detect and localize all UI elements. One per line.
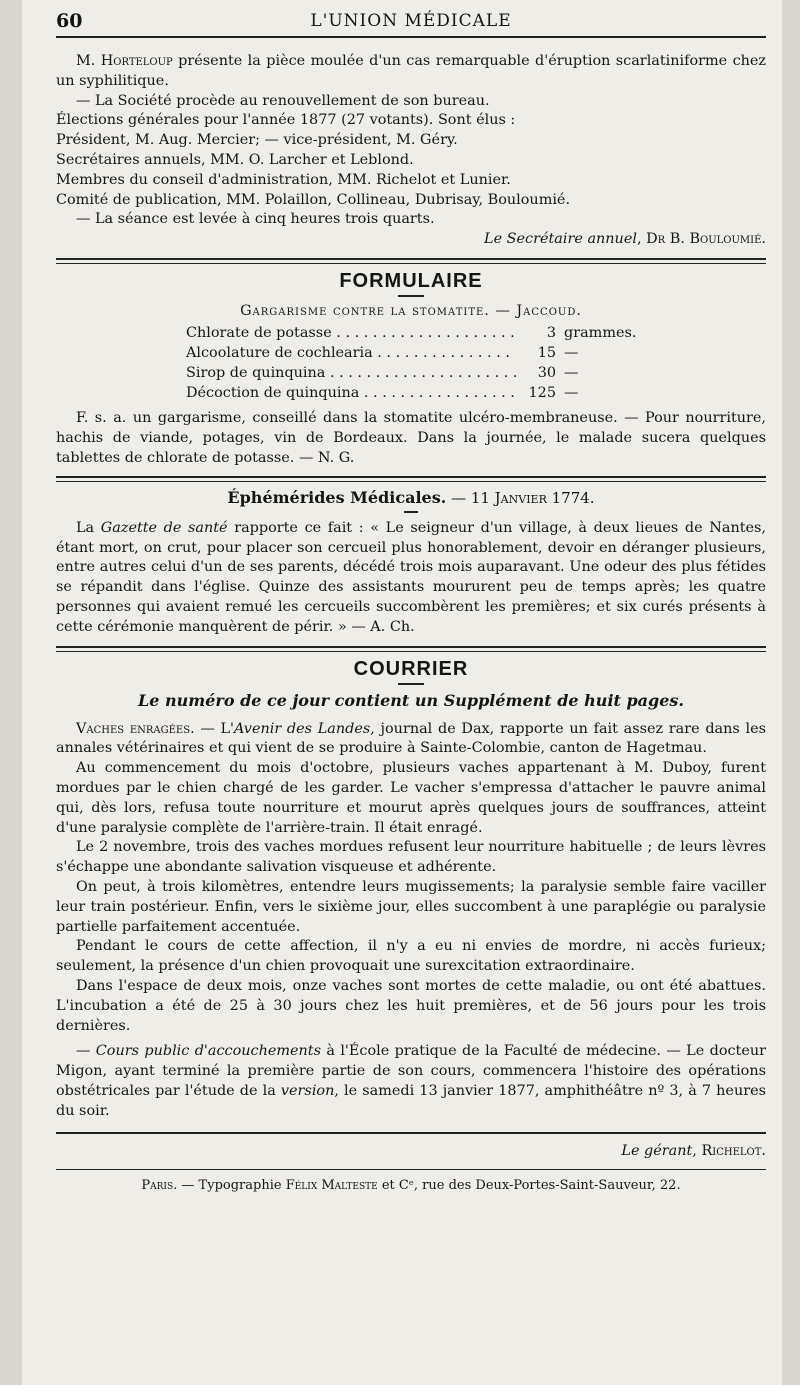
formulaire-subtitle: Gargarisme contre la stomatite. — Jaccoud. (240, 302, 582, 319)
recipe-list (56, 323, 766, 403)
page-header (56, 8, 766, 38)
footer-rule (56, 1132, 766, 1134)
societe-section (56, 52, 766, 250)
journal-title: L'UNION MÉDICALE (310, 11, 512, 31)
societe-paragraph-5: Secrétaires annuels, MM. O. Larcher et Leblond. (56, 151, 414, 168)
section-divider (56, 646, 766, 652)
ephemerides-section (56, 488, 766, 637)
courrier-paragraph-6: Dans l'espace de deux mois, onze vaches sont mortes de cette maladie, ou ont été abattues. L'incubation a été de 25 à 30 jours chez les huit premières, et de 56 jours pour les trois dernières. (56, 978, 766, 1034)
societe-paragraph-7: Comité de publication, MM. Polaillon, Collineau, Dubrisay, Bouloumié. (56, 191, 571, 208)
recipe-row (56, 343, 766, 363)
societe-paragraph-8: — La séance est levée à cinq heures trois quarts. (76, 211, 435, 228)
ingredient-qty: 125 (528, 384, 556, 401)
ephemerides-body (56, 519, 766, 638)
courrier-paragraph-3: Le 2 novembre, trois des vaches mordues refusent leur nourriture habituelle ; de leurs lèvres s'échappe une abondante salivation visqueuse et adhérente. (56, 839, 766, 876)
formulaire-body: F. s. a. un gargarisme, conseillé dans la stomatite ulcéro-membraneuse. — Pour nourriture, hachis de viande, potages, vin de Bordeaux. Dans la journée, le malade sucera quelques tablettes de chlorate de potasse. — N. G. (56, 409, 766, 466)
ingredient-unit: — (564, 384, 579, 401)
cours-text-end: , le samedi 13 janvier 1877, amphithéâtre nº 3, à 7 heures du soir. (56, 1082, 766, 1119)
ephemerides-date: — 11 Janvier 1774. (446, 489, 595, 508)
imprint-rule (56, 1169, 766, 1170)
ingredient-unit: — (564, 344, 579, 361)
title-dash (398, 295, 424, 297)
version-word: version (280, 1082, 335, 1099)
section-divider (56, 258, 766, 264)
ingredient-qty: 15 (537, 344, 556, 361)
recipe-row (56, 383, 766, 403)
horteloup-name: M. Horteloup (76, 53, 173, 69)
courrier-section (56, 658, 766, 1122)
ephemerides-title: Éphémérides Médicales. (227, 488, 447, 508)
gerant-role: Le gérant (621, 1142, 693, 1159)
imprint-address: et Cᵉ, rue des Deux-Portes-Saint-Sauveur, 22. (377, 1178, 681, 1194)
courrier-paragraph-7 (56, 1042, 766, 1121)
vaches-dash: — L' (194, 720, 234, 737)
cours-text: à l'École pratique de la Faculté de médecine. — Le docteur Migon, ayant terminé la première partie de son cours, commencera l'histoire des opérations obstétricales par l'étude de la (56, 1043, 766, 1099)
section-divider (56, 476, 766, 482)
recipe-row (56, 323, 766, 343)
societe-paragraph-6: Membres du conseil d'administration, MM. Richelot et Lunier. (56, 171, 511, 188)
supplement-notice: Le numéro de ce jour contient un Supplément de huit pages. (138, 690, 684, 710)
vaches-text: , journal de Dax, rapporte un fait assez rare dans les annales vétérinaires et qui vient de se produire à Sainte-Colombie, canton de Hagetmau. (56, 720, 767, 757)
formulaire-section (56, 270, 766, 468)
societe-paragraph-4: Président, M. Aug. Mercier; — vice-président, M. Géry. (56, 132, 458, 149)
avenir-title: Avenir des Landes (234, 720, 371, 737)
courrier-title: COURRIER (353, 657, 469, 680)
imprint-text: — Typographie (177, 1178, 286, 1194)
signature-name: , Dr B. Bouloumié. (636, 231, 766, 248)
societe-paragraph-2: — La Société procède au renouvellement de son bureau. (76, 92, 490, 109)
recipe-row (56, 363, 766, 383)
societe-paragraph-3: Élections générales pour l'année 1877 (27 votants). Sont élus : (56, 112, 516, 129)
courrier-paragraph-4: On peut, à trois kilomètres, entendre leurs mugissements; la paralysie semble faire vaciller leur train postérieur. Enfin, vers le sixième jour, elles succombent à une paraplégie ou paralysie partielle parfaitement accentuée. (56, 879, 766, 935)
ingredient-name: Chlorate de potasse . . . (56, 323, 516, 343)
page-number: 60 (56, 10, 83, 32)
secretary-signature (56, 230, 766, 250)
ephemerides-text: rapporte ce fait : « Le seigneur d'un village, à deux lieues de Nantes, étant mort, on crut, pour placer son cercueil plus honorablement, devoir en déranger plusieurs, entre autres celui d'un de ses parents, décédé trois mois auparavant. Une odeur des plus fétides se répandit dans l'église. Quinze des assistants moururent peu de temps après; les quatre personnes qui avaient remué les cercueils succombèrent les premières; et six curés présents à cette cérémonie manquèrent de périr. » — A. Ch. (56, 519, 766, 635)
ingredient-unit: — (564, 364, 579, 381)
title-dash (398, 683, 424, 685)
ingredient-name: Sirop de quinquina . . . (56, 363, 516, 383)
vaches-label: Vaches enragées. (76, 720, 195, 737)
societe-paragraph-1 (56, 52, 766, 92)
courrier-paragraph-2: Au commencement du mois d'octobre, plusieurs vaches appartenant à M. Duboy, furent mordues par le chien chargé de les garder. Le vacher s'empressa d'attacher le pauvre animal qui, dès lors, refusa toute nourriture et mourut après quelques jours de souffrances, atteint d'une paralysie complète de l'arrière-train. Il était enragé. (56, 760, 766, 836)
ingredient-unit: grammes. (564, 324, 637, 341)
printer-imprint (56, 1178, 766, 1193)
ingredient-qty: 30 (537, 364, 556, 381)
courrier-paragraph-1 (56, 720, 766, 760)
title-dash (404, 511, 418, 513)
imprint-city: Paris. (141, 1178, 178, 1194)
societe-paragraph-1-text: présente la pièce moulée d'un cas remarquable d'éruption scarlatiniforme chez un syphilitique. (56, 53, 766, 89)
gerant-signature (56, 1142, 766, 1162)
ingredient-name: Décoction de quinquina . . . (56, 383, 516, 403)
newspaper-page (22, 0, 782, 1385)
ingredient-qty: 3 (546, 324, 556, 341)
courrier-paragraph-5: Pendant le cours de cette affection, il n'y a eu ni envies de mordre, ni accès furieux; seulement, la présence d'un chien provoquait une surexcitation extraordinaire. (56, 938, 766, 975)
cours-dash: — (76, 1043, 96, 1060)
gazette-title: Gazette de santé (100, 519, 228, 536)
signature-role: Le Secrétaire annuel (484, 231, 637, 248)
ephemerides-heading (56, 488, 766, 507)
cours-title: Cours public d'accouchements (95, 1043, 321, 1060)
ingredient-name: Alcoolature de cochlearia . . . (56, 343, 516, 363)
imprint-printer: Félix Malteste (285, 1178, 378, 1194)
ephemerides-lead: La (76, 519, 101, 536)
formulaire-title: FORMULAIRE (339, 269, 483, 292)
gerant-name: , Richelot. (692, 1142, 766, 1159)
